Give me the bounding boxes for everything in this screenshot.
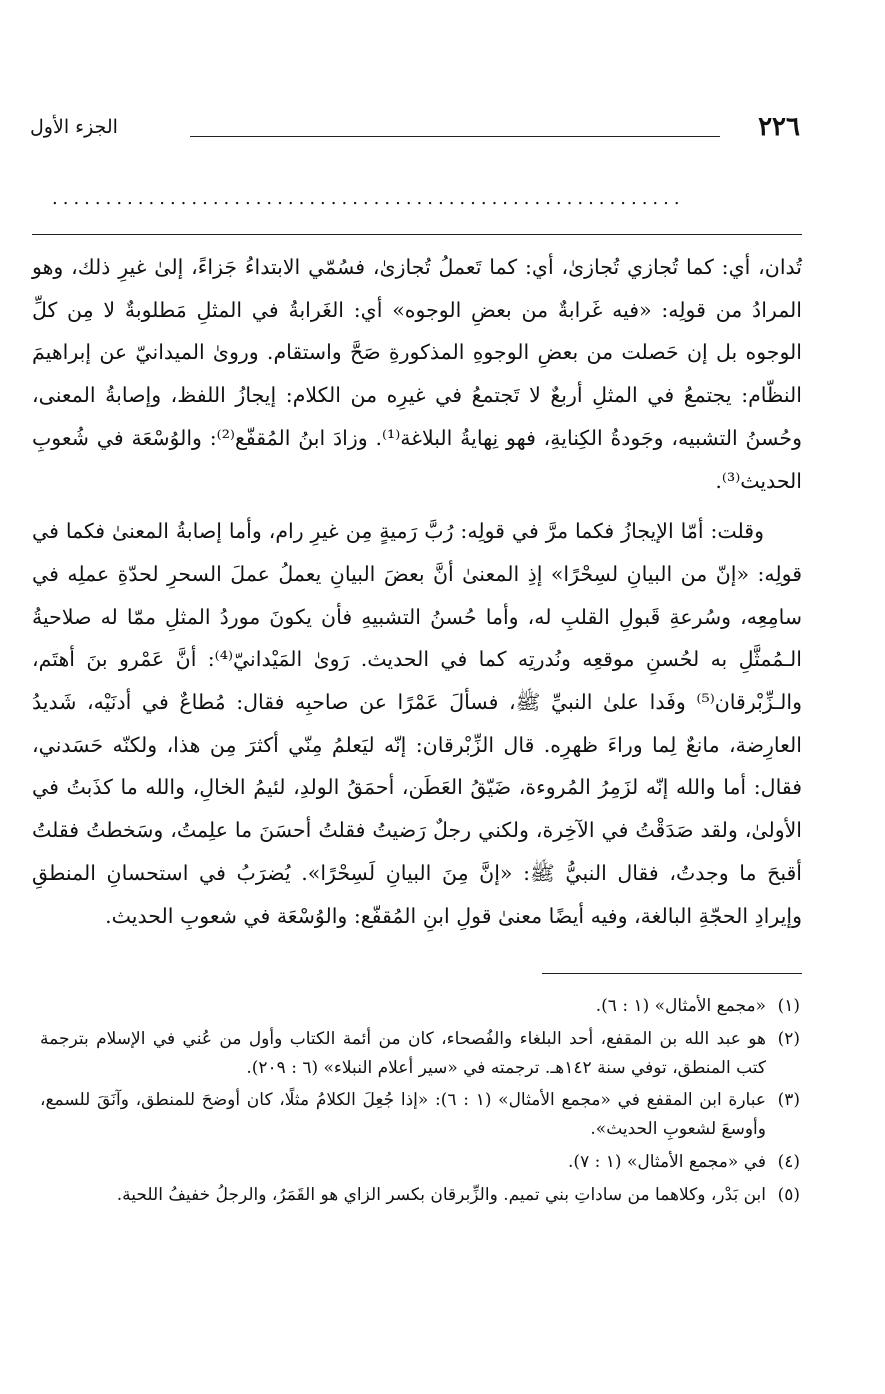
footnote-3: [40, 1086, 800, 1144]
footnote-rule: [542, 973, 802, 974]
footnote-number: (١): [777, 996, 800, 1016]
footnote-5: [40, 1181, 800, 1210]
footnote-number: (٥): [777, 1184, 800, 1205]
footnote-text: ابن بَدْر، وكلاهما من ساداتِ بني تميم. والزِّبرقان بكسر الزاي هو القَمَرُ، والرجلُ خفيفُ اللحية.: [116, 1184, 766, 1205]
main-text: [32, 246, 802, 937]
footnote-text: عبارة ابن المقفع في «مجمع الأمثال» (١ : ٦): «إذا جُعِلَ الكلامُ مثلًا، كان أوضحَ للمنطق، وآنَقَ للسمع، وأوسعَ لشعوبِ الحديث».: [40, 1090, 766, 1140]
page-header: [30, 112, 800, 162]
paragraph-1: تُدان، أي: كما تُجازي تُجازىٰ، أي: كما تَعملُ تُجازىٰ، فسُمّي الابتداءُ جَزاءً، إلىٰ غيرِ ذلك، وهو المرادُ من قولِه: «فيه غَرابةٌ من بعضِ الوجوه» أي: الغَرابةُ في المثلِ مَطلوبةٌ لا مِن كلِّ الوجوه بل إن حَصلت من بعضِ الوجوهِ المذكورةِ صَحَّ واستقام. وروىٰ الميدانيّ عن إبراهيمَ النظّام: يجتمعُ في المثلِ أربعٌ لا تَجتمعُ في غيرِه من الكلام: إيجازُ اللفظ، وإصابةُ المعنى، وحُسنُ التشبيه، وجَودةُ الكِنايةِ، فهو نِهايةُ البلاغة⁽¹⁾. وزادَ ابنُ المُقفّع⁽²⁾: والوُسْعَة في شُعوبِ الحديث⁽³⁾.: [32, 255, 802, 493]
header-rule: [190, 136, 720, 137]
footnotes: [40, 992, 800, 1214]
footnote-text: في «مجمع الأمثال» (١ : ٧).: [568, 1151, 766, 1172]
text-top-rule: [32, 234, 802, 235]
page-number: ٢٢٦: [758, 112, 800, 142]
ellipsis-line: ...........................................................: [52, 188, 685, 209]
running-title: الجزء الأول: [30, 116, 118, 138]
footnote-4: [40, 1148, 800, 1177]
footnote-1: [40, 992, 800, 1021]
footnote-2: [40, 1025, 800, 1083]
footnote-number: (٤): [777, 1151, 800, 1172]
paragraph-2: وقلت: أمّا الإيجازُ فكما مرَّ في قولِه: رُبَّ رَميةٍ مِن غيرِ رام، وأما إصابةُ المعنىٰ فكما في قولِه: «إنّ من البيانِ لسِحْرًا» إذِ المعنىٰ أنَّ بعضَ البيانِ يعملُ عملَ السحرِ لحدّةِ عملِه في سامِعِه، وسُرعةِ قَبولِ القلبِ له، وأما حُسنُ التشبيهِ فأن يكونَ موردُ المثلِ ممّا له صلاحيةُ الـمُمثَّلِ به لحُسنِ موقعِه ونُدرتِه كما في الحديث. رَوىٰ المَيْدانيّ⁽⁴⁾: أنَّ عَمْرو بنَ أهتَم، والـزِّبْرقان⁽⁵⁾ وفَدا علىٰ النبيِّ ﷺ، فسألَ عَمْرًا عن صاحبِه فقال: مُطاعٌ في أدنَيْه، شَديدُ العارِضة، مانعٌ لِما وراءَ ظهرِه. قال الزِّبْرقان: إنّه ليَعلمُ مِنّي أكثرَ مِن هذا، ولكنّه حَسَدني، فقال: أما والله إنّه لزَمِرُ المُروءة، ضَيّقُ العَطَن، أحمَقُ الولدِ، لئيمُ الخالِ، والله ما كذَبتُ في الأولىٰ، ولقد صَدَقْتُ في الآخِرة، ولكني رجلٌ رَضيتُ فقلتُ أحسَنَ ما علِمتُ، وسَخطتُ فقلتُ أقبحَ ما وجدتُ، فقال النبيُّ ﷺ: «إنَّ مِنَ البيانِ لَسِحْرًا». يُضرَبُ في استحسانِ المنطقِ وإيرادِ الحجّةِ البالغة، وفيه أيضًا معنىٰ قولِ ابنِ المُقفّع: والوُسْعَة في شعوبِ الحديث.: [32, 519, 802, 928]
footnote-number: (٢): [777, 1028, 800, 1049]
footnote-text: «مجمع الأمثال» (١ : ٦).: [595, 996, 766, 1016]
footnote-text: هو عبد الله بن المقفع، أحد البلغاء والفُصحاء، كان من أئمة الكتاب وأول من عُني في الإسلام بترجمة كتب المنطق، توفي سنة ١٤٢هـ. ترجمته في «سير أعلام النبلاء» (٦ : ٢٠٩).: [40, 1028, 766, 1078]
footnote-number: (٣): [777, 1090, 800, 1111]
